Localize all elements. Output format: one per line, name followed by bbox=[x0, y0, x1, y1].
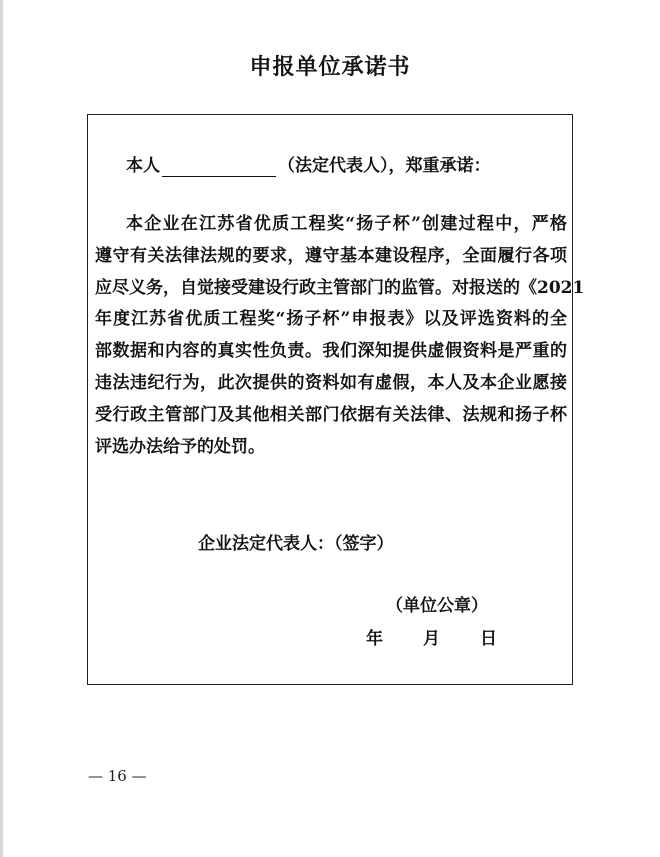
body-line: 评选办法给予的处罚。 bbox=[95, 436, 265, 457]
body-line: 部数据和内容的真实性负责。我们深知提供虚假资料是严重的 bbox=[95, 341, 567, 362]
date-day: 日 bbox=[480, 629, 497, 649]
body-line: 违法违纪行为，此次提供的资料如有虚假，本人及本企业愿接 bbox=[95, 372, 567, 393]
pledge-prefix: 本人 bbox=[126, 156, 160, 176]
pledge-body bbox=[95, 213, 585, 467]
name-blank bbox=[162, 158, 276, 177]
body-line: 年度江苏省优质工程奖“扬子杯”申报表》以及评选资料的全 bbox=[95, 309, 567, 330]
date-year: 年 bbox=[366, 629, 383, 649]
pledge-suffix: （法定代表人），郑重承诺： bbox=[278, 156, 491, 176]
date-month: 月 bbox=[423, 629, 440, 649]
pledge-intro bbox=[126, 155, 491, 177]
page-number: — 16 — bbox=[88, 767, 147, 785]
signer-label: 企业法定代表人：（签字） bbox=[198, 534, 394, 554]
page-title: 申报单位承诺书 bbox=[249, 54, 411, 80]
body-line: 遵守有关法律法规的要求，遵守基本建设程序，全面履行各项 bbox=[95, 245, 567, 266]
seal-label: （单位公章） bbox=[386, 596, 488, 616]
body-line: 受行政主管部门及其他相关部门依据有关法律、法规和扬子杯 bbox=[95, 404, 567, 425]
pledge-box bbox=[87, 114, 585, 685]
body-line: 本企业在江苏省优质工程奖“扬子杯”创建过程中，严格 bbox=[126, 214, 567, 234]
body-line: 应尽义务，自觉接受建设行政主管部门的监管。对报送的《2021 bbox=[95, 277, 585, 298]
date-line bbox=[366, 628, 497, 650]
page-edge bbox=[0, 0, 3, 857]
